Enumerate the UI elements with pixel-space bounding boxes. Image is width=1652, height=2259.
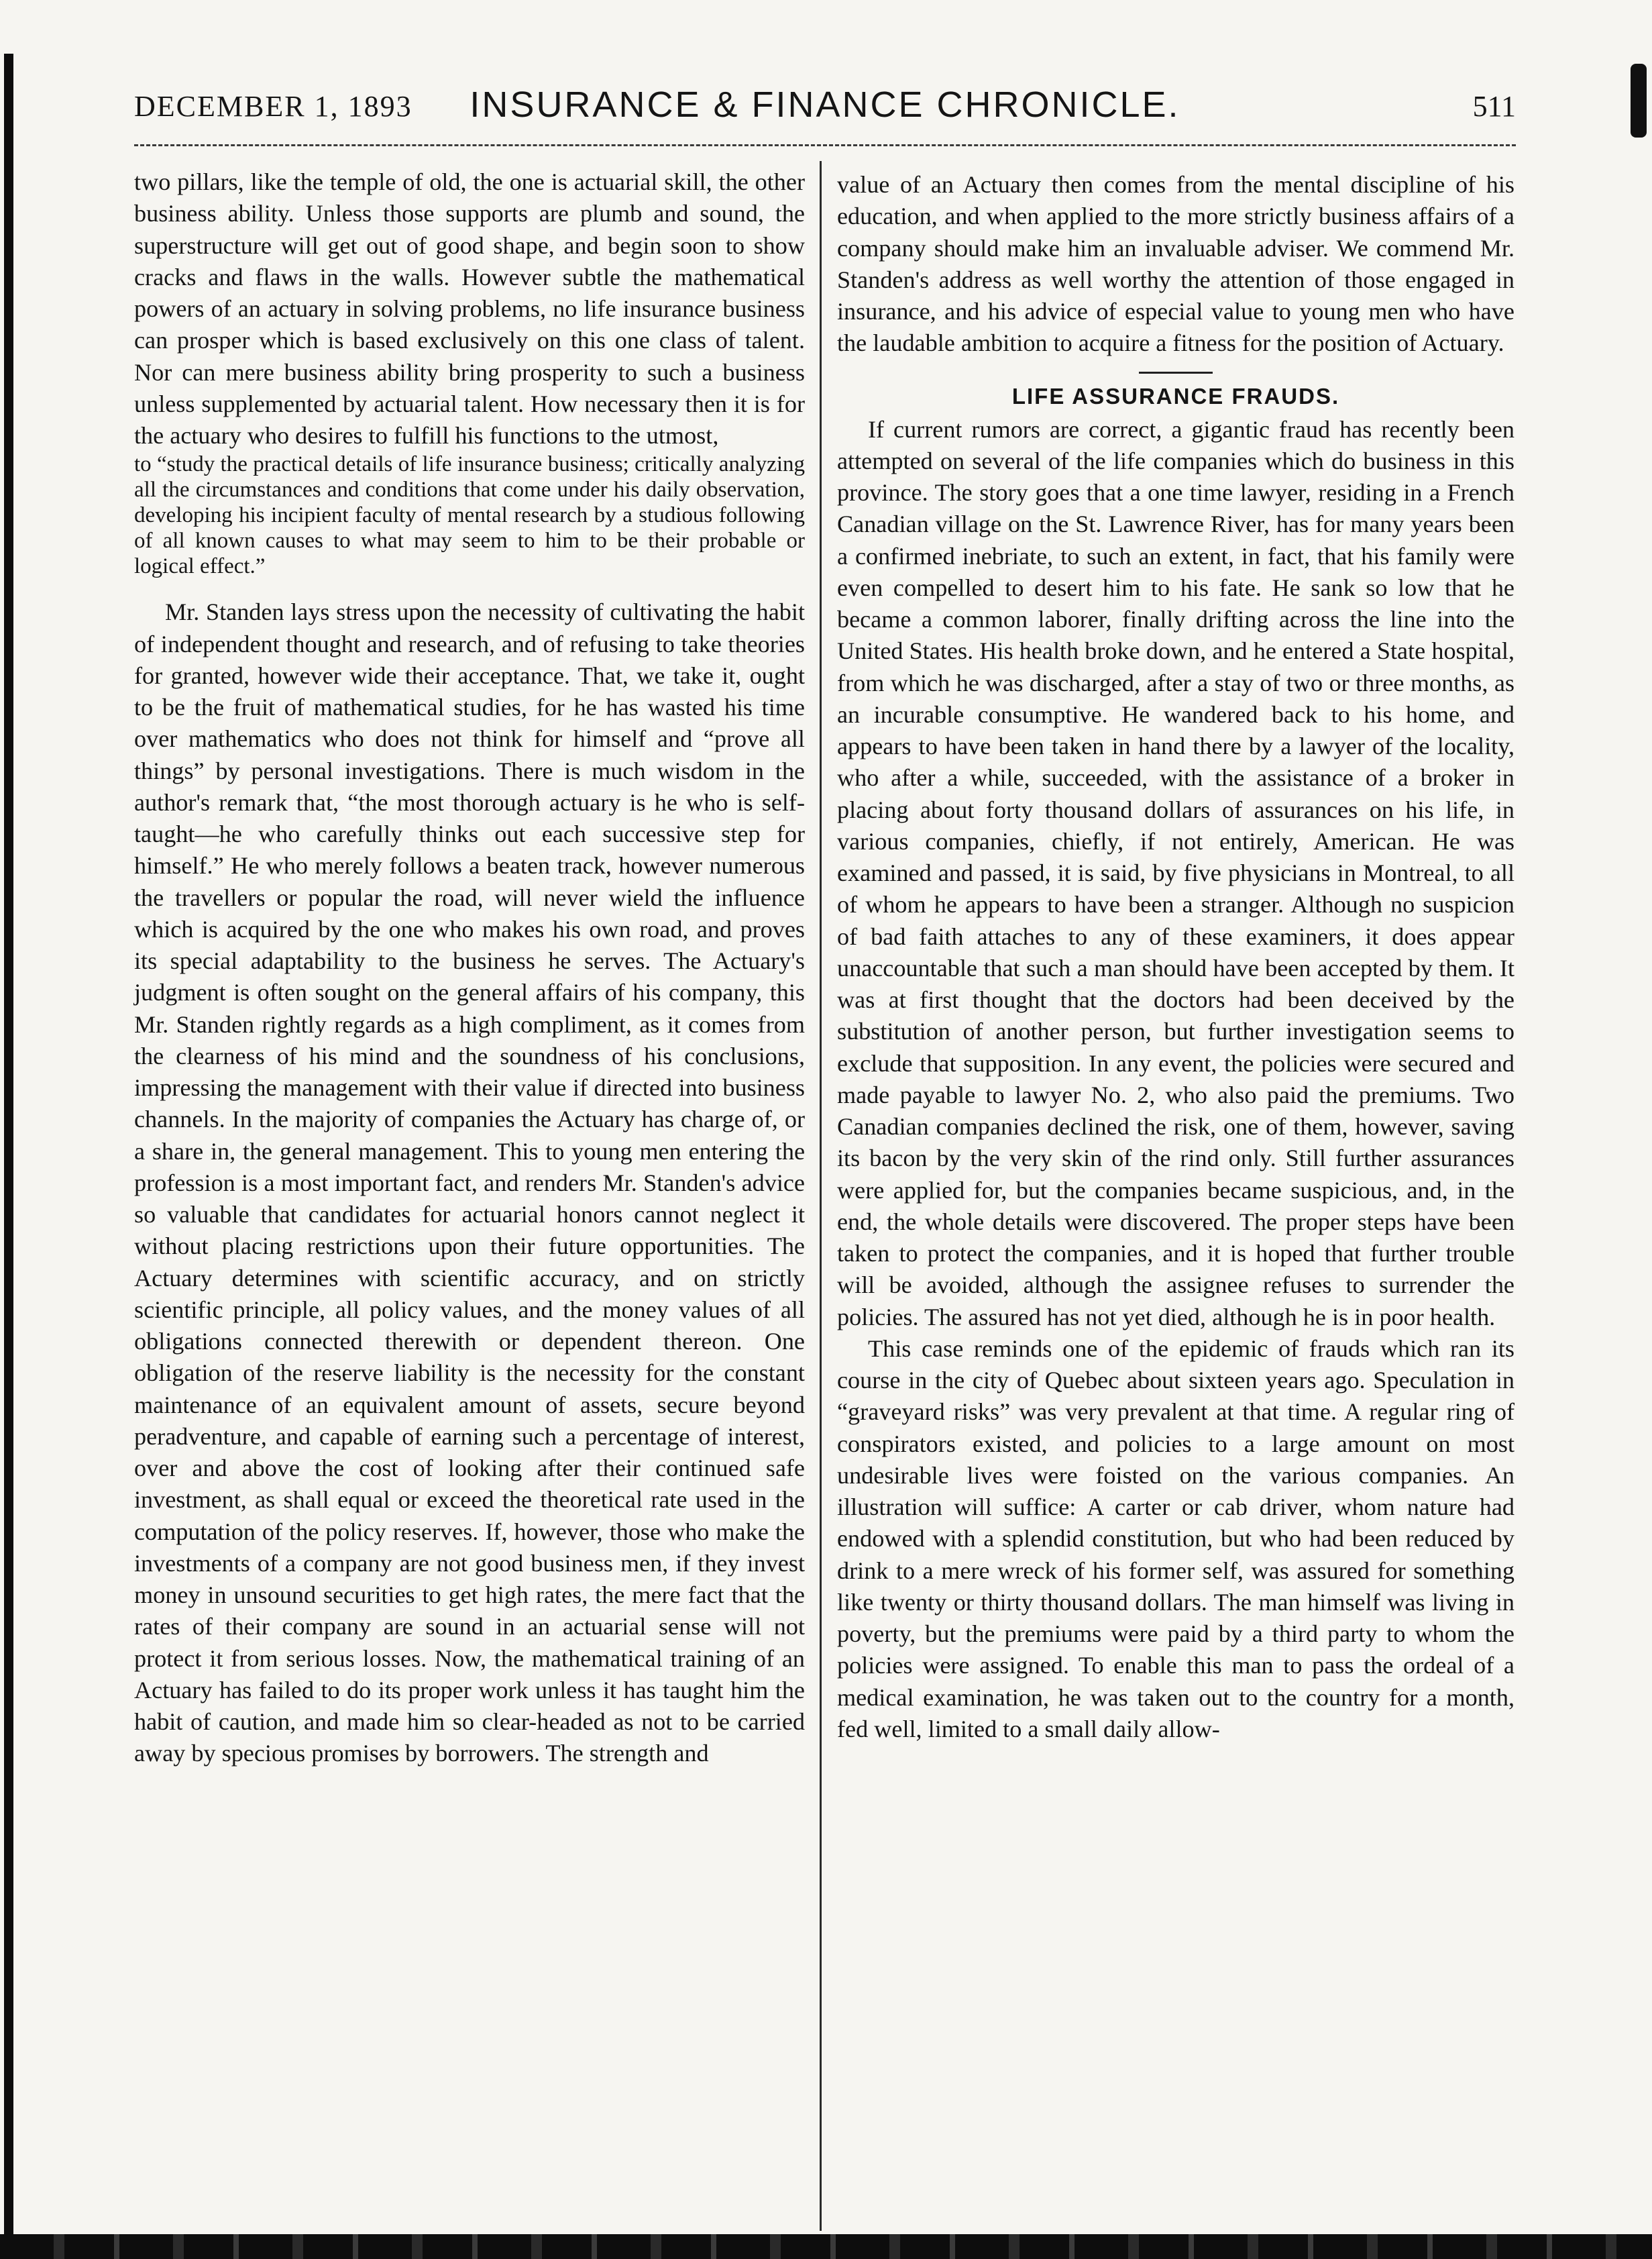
page-number: 511 bbox=[1472, 90, 1516, 123]
left-paragraph-2: Mr. Standen lays stress upon the necessity of cultivating the habit of independent thought and research, and of refusing to take theories for granted, however wide their acceptance. That, we take it, ought to be the fruit of mathematical studies, for he has wasted his time over mathematics who does not think for himself and “prove all things” by personal investigations. There is much wisdom in the author's remark that, “the most thorough actuary is he who is self-taught—he who carefully thinks out each successive step for himself.” He who merely follows a beaten track, however numerous the travellers or popular the road, will never wield the influence which is acquired by the one who makes his own road, and proves its special adaptability to the business he serves. The Actuary's judgment is often sought on the general affairs of his company, this Mr. Standen rightly regards as a high compliment, as it comes from the clearness of his mind and the soundness of his conclusions, impressing the management with their value if directed into business channels. In the majority of companies the Actuary has charge of, or a share in, the general management. This to young men entering the profession is a most important fact, and renders Mr. Standen's advice so valuable that candidates for actuarial honors cannot neglect it without placing restrictions upon their future opportunities. The Actuary determines with scientific accuracy, and on strictly scientific principle, all policy values, and the money values of all obligations connected therewith or dependent thereon. One obligation of the reserve liability is the necessity for the constant maintenance of an equivalent amount of assets, secure beyond peradventure, and capable of earning such a percentage of interest, over and above the cost of looking after their continued safe investment, as shall equal or exceed the theoretical rate used in the computation of the policy reserves. If, however, those who make the investments of a company are not good business men, if they invest money in unsound securities to get high rates, the mere fact that the rates of their company are sound in an actuarial sense will not protect it from serious losses. Now, the mathematical training of an Actuary has failed to do its proper work unless it has taught him the habit of caution, and made him so clear-headed as not to be carried away by specious promises by borrowers. The strength and bbox=[134, 598, 805, 1767]
scan-edge-left bbox=[4, 54, 13, 2254]
left-paragraph-1: two pillars, like the temple of old, the one is actuarial skill, the other business ability. Unless those supports are plumb and sound, the superstructure will get out of good shape, and begin soon to show cracks and flaws in the walls. However subtle the mathematical powers of an actuary in solving problems, no life insurance business can prosper which is based exclusively on this one class of talent. Nor can mere business ability bring prosperity to such a business unless supplemented by actuarial talent. How necessary then it is for the actuary who desires to fulfill his functions to the utmost, bbox=[134, 168, 805, 449]
journal-title: INSURANCE & FINANCE CHRONICLE. bbox=[470, 85, 1180, 125]
page-header bbox=[134, 84, 1516, 131]
scan-edge-mark bbox=[1631, 64, 1647, 138]
issue-date: DECEMBER 1, 1893 bbox=[134, 90, 412, 123]
header-rule bbox=[134, 144, 1516, 146]
right-column bbox=[837, 169, 1515, 1745]
left-column bbox=[134, 166, 805, 1770]
right-paragraph-2: If current rumors are correct, a gigantic fraud has recently been attempted on several of the life companies which do business in this province. The story goes that a one time lawyer, residing in a French Canadian village on the St. Lawrence River, has for many years been a confirmed inebriate, to such an extent, in fact, that his family were even compelled to desert him to his fate. He sank so low that he became a common laborer, finally drifting across the line into the United States. His health broke down, and he entered a State hospital, from which he was discharged, after a stay of two or three months, as an incurable consumptive. He wandered back to his home, and appears to have been taken in hand there by a lawyer of the locality, who after a while, succeeded, with the assistance of a broker in placing about forty thousand dollars of assurances on his life, in various companies, chiefly, if not entirely, American. He was examined and passed, it is said, by five physicians in Montreal, to all of whom he appears to have been a stranger. Although no suspicion of bad faith attaches to any of these examiners, it does appear unaccountable that such a man should have been accepted by them. It was at first thought that the doctors had been deceived by the substitution of another person, but further investigation seems to exclude that supposition. In any event, the policies were secured and made payable to lawyer No. 2, who also paid the premiums. Two Canadian companies declined the risk, one of them, however, saving its bacon by the very skin of the rind only. Still further assurances were applied for, but the companies became suspicious, and, in the end, the whole details were discovered. The proper steps have been taken to protect the companies, and it is hoped that further trouble will be avoided, although the assignee refuses to surrender the policies. The assured has not yet died, although he is in poor health. bbox=[837, 415, 1515, 1330]
scan-edge-bottom bbox=[0, 2234, 1652, 2259]
section-rule bbox=[1139, 372, 1213, 374]
left-quotation: to “study the practical details of life insurance business; critically analyzing all the circumstances and conditions that come under his daily observation, developing his incipient faculty of mental research by a studious following of all known causes to what may seem to him to be their probable or logical effect.” bbox=[134, 452, 805, 579]
column-divider bbox=[820, 161, 822, 2231]
section-heading: LIFE ASSURANCE FRAUDS. bbox=[1011, 383, 1340, 409]
right-paragraph-1: value of an Actuary then comes from the mental discipline of his education, and when applied to the more strictly business affairs of a company should make him an invaluable adviser. We commend Mr. Standen's address as well worthy the attention of those engaged in insurance, and his advice of especial value to young men who have the laudable ambition to acquire a fitness for the position of Actuary. bbox=[837, 171, 1515, 357]
right-paragraph-3: This case reminds one of the epidemic of frauds which ran its course in the city of Quebec about sixteen years ago. Speculation in “graveyard risks” was very prevalent at that time. A regular ring of conspirators existed, and policies to a large amount on most undesirable lives were foisted on the various companies. An illustration will suffice: A carter or cab driver, whom nature had endowed with a splendid constitution, but who had been reduced by drink to a mere wreck of his former self, was assured for something like twenty or thirty thousand dollars. The man himself was living in poverty, but the premiums were paid by a third party to whom the policies were assigned. To enable this man to pass the ordeal of a medical examination, he was taken out to the country for a month, fed well, limited to a small daily allow- bbox=[837, 1334, 1515, 1742]
